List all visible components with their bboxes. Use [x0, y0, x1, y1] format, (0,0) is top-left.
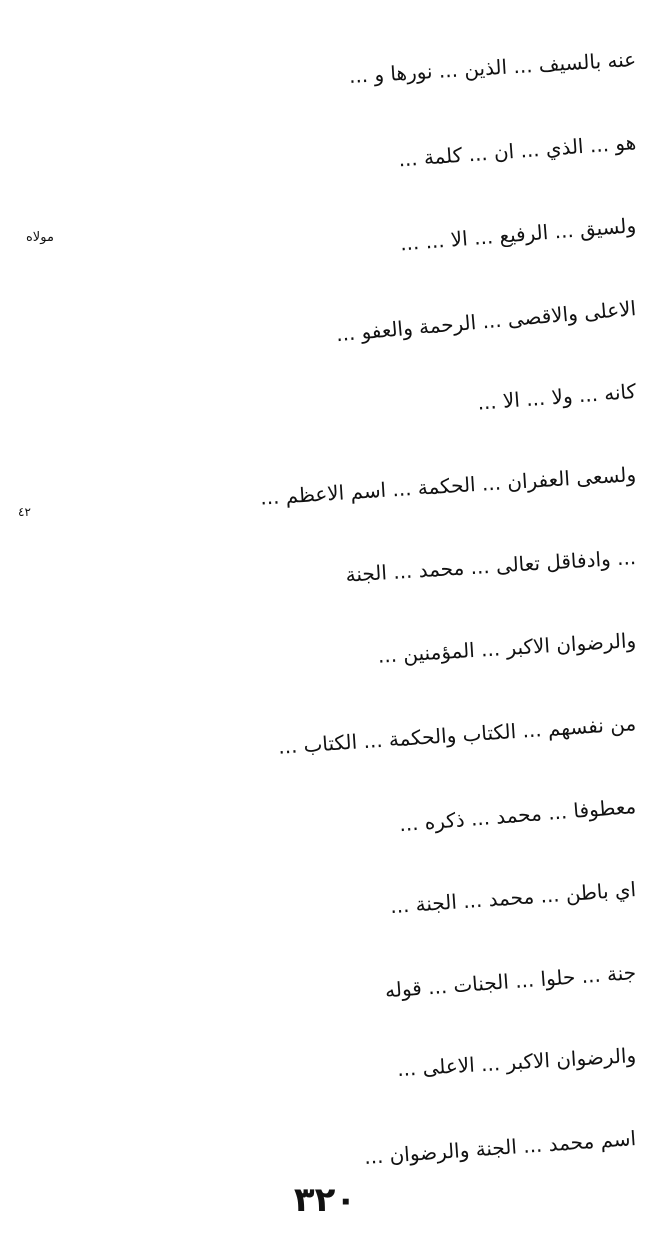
text-line: والرضوان الاكبر ... المؤمنين ...	[377, 628, 637, 668]
text-line: عنه بالسيف ... الذين ... نورها و ...	[348, 47, 637, 89]
margin-note: ٤٢	[18, 505, 31, 519]
margin-note: مولاه	[26, 230, 54, 245]
text-line: ولسعى العفران ... الحكمة ... اسم الاعظم ...	[259, 462, 637, 510]
text-line: جنة ... حلوا ... الجنات ... قوله	[384, 960, 637, 1003]
text-line: ولسيق ... الرفيع ... الا ... ...	[399, 213, 637, 256]
text-line: هو ... الذي ... ان ... كلمة ...	[397, 130, 637, 172]
page-number: ٣٢٠	[293, 1180, 357, 1220]
text-line: والرضوان الاكبر ... الاعلى ...	[396, 1043, 637, 1082]
text-line: كانه ... ولا ... الا ...	[476, 379, 637, 415]
text-line: اسم محمد ... الجنة والرضوان ...	[363, 1126, 637, 1169]
manuscript-text-block	[14, 18, 636, 1180]
text-line: من نفسهم ... الكتاب والحكمة ... الكتاب ...	[277, 711, 637, 759]
text-line: ... وادفاقل تعالى ... محمد ... الجنة	[344, 545, 637, 587]
text-line: معطوفا ... محمد ... ذكره ...	[398, 794, 637, 837]
text-line: الاعلى والاقصى ... الرحمة والعفو ...	[334, 296, 638, 347]
text-line: اي باطن ... محمد ... الجنة ...	[389, 877, 637, 919]
